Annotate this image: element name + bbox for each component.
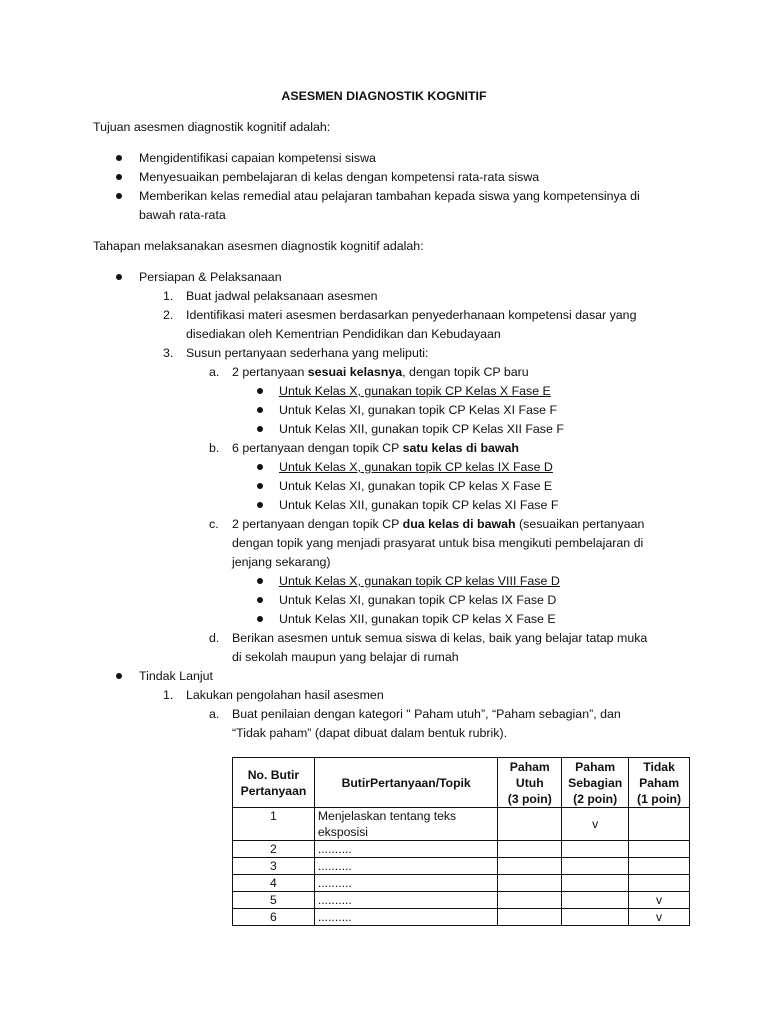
- step-number: 1.: [163, 289, 174, 303]
- sub-item: Untuk Kelas X, gunakan topik CP kelas VIII Fase D: [279, 574, 560, 588]
- cell-utuh: [498, 858, 562, 875]
- table-row: [233, 909, 690, 926]
- persiapan-label: Persiapan & Pelaksanaan: [139, 270, 282, 284]
- sub-item: Untuk Kelas XII, gunakan topik CP kelas X Fase E: [279, 612, 556, 626]
- table-row: [233, 858, 690, 875]
- bullet-icon: [257, 407, 263, 413]
- sub-item: Untuk Kelas XII, gunakan topik CP Kelas XII Fase F: [279, 422, 564, 436]
- step-text-continued: disediakan oleh Kementrian Pendidikan dan Kebudayaan: [186, 327, 501, 341]
- cell-sebagian: [562, 875, 629, 892]
- bullet-icon: [257, 483, 263, 489]
- document-title: ASESMEN DIAGNOSTIK KOGNITIF: [281, 89, 487, 103]
- sub-b-text: 6 pertanyaan dengan topik CP satu kelas di bawah: [232, 441, 520, 455]
- bullet-icon: [257, 426, 263, 432]
- tindak-lanjut-label: Tindak Lanjut: [139, 669, 213, 683]
- bullet-icon: [257, 388, 263, 394]
- sub-item: Untuk Kelas XI, gunakan topik CP Kelas XI Fase F: [279, 403, 558, 417]
- bullet-icon: [116, 174, 122, 180]
- step-text: Buat jadwal pelaksanaan asesmen: [186, 289, 378, 303]
- cell-no: 1: [233, 808, 315, 841]
- cell-no: 2: [233, 841, 315, 858]
- table-row: [233, 892, 690, 909]
- table-row: [233, 841, 690, 858]
- table-row: [233, 875, 690, 892]
- step-number: 1.: [163, 688, 174, 702]
- cell-topic: Menjelaskan tentang teks eksposisi: [314, 808, 497, 841]
- table-row: [233, 808, 690, 841]
- cell-utuh: [498, 841, 562, 858]
- sub-item: Untuk Kelas XI, gunakan topik CP kelas IX Fase D: [279, 593, 557, 607]
- sub-letter: d.: [209, 631, 220, 645]
- sub-a-text: 2 pertanyaan sesuai kelasnya, dengan topik CP baru: [232, 365, 529, 379]
- tujuan-item: Memberikan kelas remedial atau pelajaran tambahan kepada siswa yang kompetensinya di: [139, 189, 640, 203]
- tujuan-intro: Tujuan asesmen diagnostik kognitif adalah:: [93, 120, 331, 134]
- sub-c-text-continued: dengan topik yang menjadi prasyarat untuk bisa mengikuti pembelajaran di: [232, 536, 644, 550]
- tahapan-intro: Tahapan melaksanakan asesmen diagnostik kognitif adalah:: [93, 239, 424, 253]
- cell-sebagian: v: [562, 808, 629, 841]
- cell-topic: ..........: [314, 909, 497, 926]
- cell-tidak: [629, 808, 690, 841]
- cell-no: 5: [233, 892, 315, 909]
- sub-d-text: Berikan asesmen untuk semua siswa di kelas, baik yang belajar tatap muka: [232, 631, 648, 645]
- bullet-icon: [257, 597, 263, 603]
- cell-tidak: v: [629, 909, 690, 926]
- sub-letter: a.: [209, 707, 220, 721]
- rubric-table: [232, 757, 690, 926]
- sub-letter: c.: [209, 517, 219, 531]
- header-paham-utuh: Paham Utuh (3 poin): [498, 758, 562, 808]
- sub-text-continued: “Tidak paham” (dapat dibuat dalam bentuk rubrik).: [232, 726, 508, 740]
- header-paham-sebagian: Paham Sebagian (2 poin): [562, 758, 629, 808]
- step-text: Lakukan pengolahan hasil asesmen: [186, 688, 384, 702]
- sub-letter: b.: [209, 441, 220, 455]
- sub-d-text-continued: di sekolah maupun yang belajar di rumah: [232, 650, 459, 664]
- bullet-icon: [116, 274, 122, 280]
- header-topic: ButirPertanyaan/Topik: [314, 758, 497, 808]
- sub-c-text: 2 pertanyaan dengan topik CP dua kelas di bawah (sesuaikan pertanyaan: [232, 517, 645, 531]
- cell-topic: ..........: [314, 858, 497, 875]
- cell-sebagian: [562, 892, 629, 909]
- cell-topic: ..........: [314, 875, 497, 892]
- tujuan-item: Menyesuaikan pembelajaran di kelas dengan kompetensi rata-rata siswa: [139, 170, 540, 184]
- cell-utuh: [498, 892, 562, 909]
- cell-utuh: [498, 808, 562, 841]
- sub-text: Buat penilaian dengan kategori " Paham utuh”, “Paham sebagian”, dan: [232, 707, 621, 721]
- bullet-icon: [257, 616, 263, 622]
- tujuan-item-continued: bawah rata-rata: [139, 208, 226, 222]
- sub-item: Untuk Kelas X, gunakan topik CP Kelas X Fase E: [279, 384, 551, 398]
- table-header-row: [233, 758, 690, 808]
- step-number: 2.: [163, 308, 174, 322]
- bullet-icon: [257, 502, 263, 508]
- sub-item: Untuk Kelas X, gunakan topik CP kelas IX Fase D: [279, 460, 553, 474]
- cell-no: 3: [233, 858, 315, 875]
- cell-utuh: [498, 909, 562, 926]
- bullet-icon: [116, 155, 122, 161]
- cell-tidak: [629, 858, 690, 875]
- cell-tidak: v: [629, 892, 690, 909]
- bullet-icon: [116, 673, 122, 679]
- cell-topic: ..........: [314, 892, 497, 909]
- sub-c-text-continued: jenjang sekarang): [232, 555, 331, 569]
- cell-topic: ..........: [314, 841, 497, 858]
- header-no: No. Butir Pertanyaan: [233, 758, 315, 808]
- cell-no: 6: [233, 909, 315, 926]
- bullet-icon: [257, 578, 263, 584]
- sub-item: Untuk Kelas XI, gunakan topik CP kelas X Fase E: [279, 479, 553, 493]
- sub-letter: a.: [209, 365, 220, 379]
- cell-no: 4: [233, 875, 315, 892]
- header-tidak-paham: Tidak Paham (1 poin): [629, 758, 690, 808]
- cell-sebagian: [562, 841, 629, 858]
- cell-sebagian: [562, 858, 629, 875]
- cell-tidak: [629, 841, 690, 858]
- step-text: Susun pertanyaan sederhana yang meliputi:: [186, 346, 429, 360]
- cell-sebagian: [562, 909, 629, 926]
- sub-item: Untuk Kelas XII, gunakan topik CP kelas XI Fase F: [279, 498, 559, 512]
- cell-utuh: [498, 875, 562, 892]
- cell-tidak: [629, 875, 690, 892]
- bullet-icon: [257, 464, 263, 470]
- step-number: 3.: [163, 346, 174, 360]
- bullet-icon: [116, 193, 122, 199]
- tujuan-item: Mengidentifikasi capaian kompetensi siswa: [139, 151, 376, 165]
- step-text: Identifikasi materi asesmen berdasarkan penyederhanaan kompetensi dasar yang: [186, 308, 637, 322]
